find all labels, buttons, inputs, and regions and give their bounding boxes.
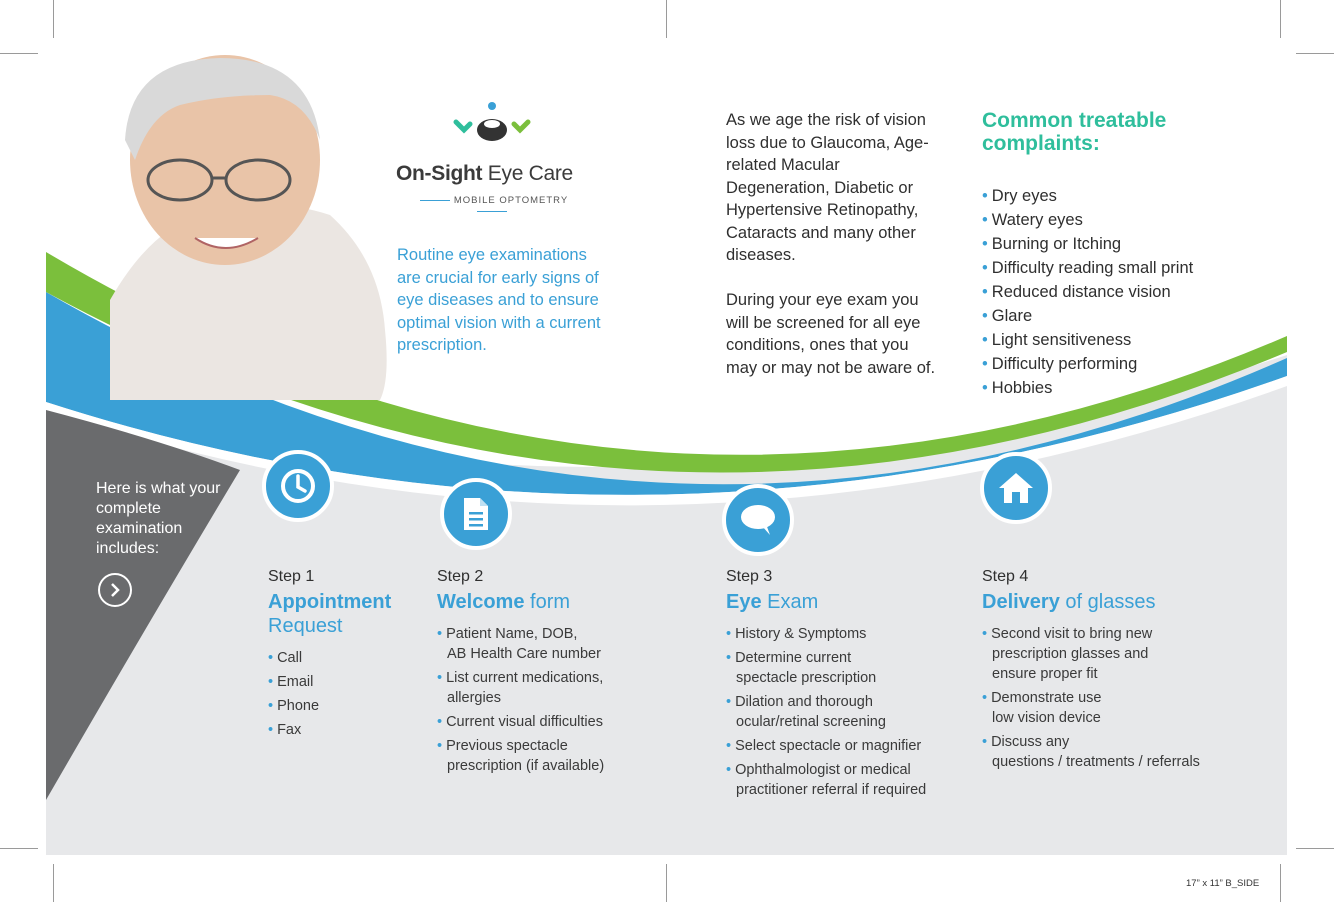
step-3-icon-circle [722,484,794,556]
complaint-item: • Difficulty reading small print [982,256,1242,280]
list-item: • Fax [268,720,428,740]
brand-tagline: MOBILE OPTOMETRY [398,195,586,217]
chevron-right-icon [107,582,123,598]
portrait-photo [110,55,387,400]
list-item: • Call [268,648,428,668]
step-4 [982,568,1242,776]
home-icon [996,470,1036,506]
list-item: • Second visit to bring new prescription glasses and ensure proper fit [982,624,1242,684]
step-number: Step 2 [437,568,484,585]
step-title: Welcome form [437,591,571,613]
step-3 [726,568,956,804]
list-item: • Discuss any questions / treatments / referrals [982,732,1242,772]
list-item: • Phone [268,696,428,716]
step-1-icon-circle [262,450,334,522]
clock-icon [278,466,318,506]
list-item: • Dilation and thorough ocular/retinal screening [726,692,956,732]
step-number: Step 3 [726,568,773,585]
speech-bubble-icon [738,502,778,538]
paragraph-exam-screening: During your eye exam you will be screened for all eye conditions, ones that you may or may not be aware of. [726,291,936,377]
list-item: • Email [268,672,428,692]
complaints-list [982,184,1242,400]
step-list [437,624,637,776]
list-item: • Determine current spectacle prescription [726,648,956,688]
list-item: • Current visual difficulties [437,712,637,732]
step-number: Step 4 [982,568,1029,585]
eye-logo-icon [452,100,532,150]
step-title: Delivery of glasses [982,591,1156,613]
list-item: • Demonstrate use low vision device [982,688,1242,728]
complaint-item: • Watery eyes [982,208,1242,232]
list-item: • Previous spectacle prescription (if available) [437,736,637,776]
intro-text: Routine eye examinations are crucial for early signs of eye diseases and to ensure optimal vision with a current prescription. [397,246,601,354]
step-list [982,624,1242,772]
complaints-title: Common treatable complaints: [982,109,1167,155]
step-list [726,624,956,800]
complaint-item: • Reduced distance vision [982,280,1242,304]
complaint-item: • Burning or Itching [982,232,1242,256]
list-item: • Ophthalmologist or medical practitioner referral if required [726,760,956,800]
step-2-icon-circle [440,478,512,550]
list-item: • Select spectacle or magnifier [726,736,956,756]
step-1 [268,568,428,744]
complaint-item: • Hobbies [982,376,1242,400]
step-title: Eye Exam [726,591,819,613]
complaint-item: • Dry eyes [982,184,1242,208]
step-number: Step 1 [268,568,315,585]
next-arrow-button[interactable] [98,573,132,607]
step-list [268,648,428,740]
paragraph-vision-risk: As we age the risk of vision loss due to Glaucoma, Age-related Macular Degeneration, Diabetic or Hypertensive Retinopathy, Cataracts and many other diseases. [726,111,929,264]
list-item: • History & Symptoms [726,624,956,644]
complaint-item: • Difficulty performing [982,352,1242,376]
footer-size-label: 17” x 11” B_SIDE [1186,878,1260,889]
step-title: Appointment Request [268,591,392,637]
complaint-item: • Glare [982,304,1242,328]
list-item: • List current medications, allergies [437,668,637,708]
brand-name: On-Sight Eye Care [396,162,573,185]
sidebar-text: Here is what your complete examination includes: [96,480,221,557]
complaint-item: • Light sensitiveness [982,328,1242,352]
step-2 [437,568,637,780]
step-4-icon-circle [980,452,1052,524]
document-icon [458,494,494,534]
list-item: • Patient Name, DOB, AB Health Care number [437,624,637,664]
